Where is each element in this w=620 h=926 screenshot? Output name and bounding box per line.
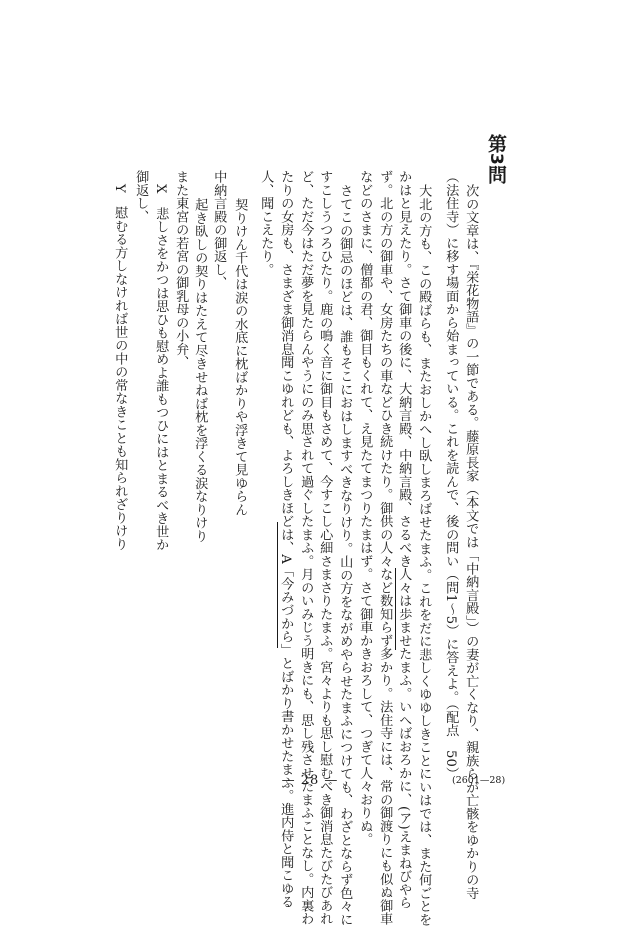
body-line-5: さてこの御忌のほどは、誰もそこにおはしますべきなりけり。山の方をながめやらせたまふにつけても、わざとならず色々に [337, 184, 353, 926]
poem-3-intro: また東宮の若宮の御乳母の小弁、 [173, 170, 189, 369]
heading-number: 3 [486, 153, 506, 165]
poem-y: Y 慰むる方しなければ世の中の常なきことも知られざりけり [112, 184, 128, 551]
question-heading [486, 134, 505, 184]
poem-4-intro: 御返し、 [133, 170, 149, 223]
underline-A [277, 522, 278, 648]
poem-2: 起き臥しの契りはたえて尽きせねば枕を浮くる涙なりけり [192, 198, 208, 543]
underline-a [395, 568, 396, 650]
body-line-2: かはと見えたり。さて御車の後に、大納言殿、中納言殿、さるべき人々は歩ませたまふ。いへばおろかに、(ア)えまねびやら [396, 170, 412, 910]
body-line-4: などのさまに、僧都の君、御目もくれて、え見たてまつりたまはず。さて御車かきおろして、つぎて人々おりぬ。 [357, 170, 373, 846]
body-line-8: たりの女房も、さまざま御消息聞こゆれども、よろしきほどは、A「今みづから」とばかり書かせたまふ。進内侍と聞こゆる [278, 170, 294, 909]
heading-suffix: 問 [485, 164, 507, 184]
page-code: (2601—28) [452, 775, 506, 786]
poem-1: 契りけん千代は涙の水底に枕ばかりや浮きて見ゆらん [232, 198, 248, 516]
body-line-9: 人、聞こえたり。 [258, 170, 274, 276]
body-line-7: ど、ただ今はただ夢を見たらんやうにのみ思されて過ぐしたまふ。月のいみじう明きにも、思し残させたまふことなし。内裏わ [298, 170, 314, 926]
heading-prefix: 第 [485, 134, 507, 153]
intro-line-2: （法住寺）に移す場面から始まっている。これを読んで、後の問い（問1～5）に答えよ。（配点 50） [443, 170, 459, 781]
page-number: — 28 — [281, 773, 339, 788]
body-line-6: すこしうつろひたり。鹿の鳴く音に御目もさめて、今すこし心細さまさりたまふ。宮々よりも思し慰むべき御消息たびたびあれ [317, 170, 333, 926]
body-line-3: ず。北の方の御車や、女房たちの車などひき続けたり。御供の人々など数知らず多かり。法住寺には、常の御渡りにも似ぬ御車 [377, 170, 393, 926]
intro-line-1: 次の文章は、『栄花物語』の一節である。藤原長家（本文では「中納言殿」）の妻が亡くなり、親族らが亡骸をゆかりの寺 [463, 184, 479, 900]
poem-2-intro: 中納言殿の御返し、 [211, 170, 227, 290]
body-line-1: 大北の方も、この殿ばらも、またおしかへし臥しまろばせたまふ。これをだに悲しくゆゆしきことにいはでは、また何ごとを [416, 184, 432, 926]
poem-x: X 悲しさをかつは思ひも慰めよ誰もつひにはとまるべき世か [153, 184, 169, 552]
